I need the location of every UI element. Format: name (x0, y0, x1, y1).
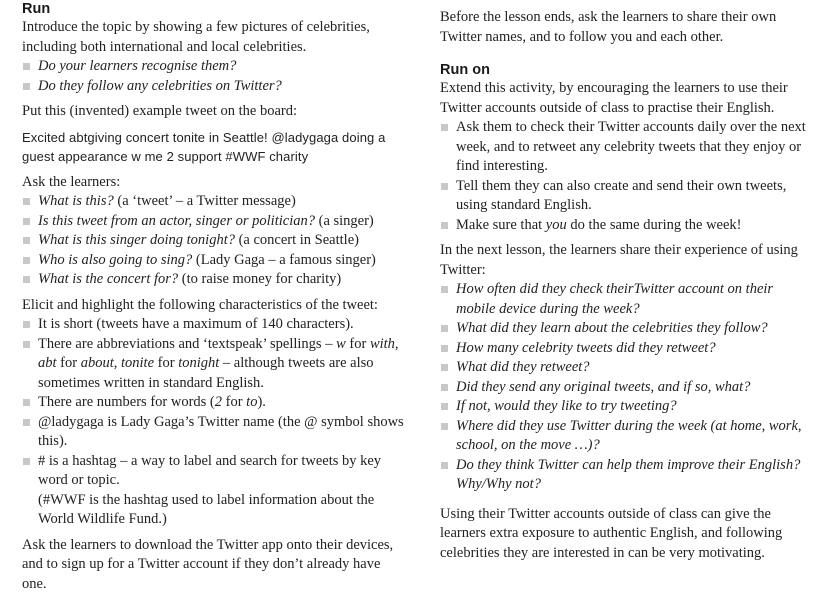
ask-intro: Ask the learners: (22, 173, 121, 190)
list-item: How many celebrity tweets did they retweet? (440, 339, 812, 359)
list-item: There are abbreviations and ‘textspeak’ spellings – w for with, abt for about, tonite for tonight – although tweets are also sometimes written in standard English. (22, 335, 404, 394)
extend-list (440, 118, 812, 235)
list-item: What is this? (a ‘tweet’ – a Twitter message) (22, 192, 404, 212)
list-item: Ask them to check their Twitter accounts daily over the next week, and to retweet any celebrity tweets that they enjoy or find interesting. (440, 118, 812, 177)
list-item: There are numbers for words (2 for to). (22, 393, 404, 413)
download-paragraph: Ask the learners to download the Twitter app onto their devices, and to sign up for a Twitter account if they don’t already have one. (22, 536, 394, 592)
list-item: Where did they use Twitter during the week (at home, work, school, on the move …)? (440, 417, 812, 456)
list-item: Did they send any original tweets, and if so, what? (440, 378, 812, 398)
list-item: Do your learners recognise them? (22, 57, 404, 77)
run-heading: Run (22, 1, 51, 17)
tweet-instruction: Put this (invented) example tweet on the board: (22, 103, 298, 119)
list-item: What is this singer doing tonight? (a concert in Seattle) (22, 231, 404, 251)
characteristics-list (22, 315, 404, 530)
closing-paragraph: Using their Twitter accounts outside of class can give the learners extra exposure to authentic English, and following celebrities they are interested in can be very motivating. (440, 505, 783, 561)
right-column (440, 8, 812, 563)
list-item: Make sure that you do the same during the week! (440, 216, 812, 236)
list-item: Do they think Twitter can help them improve their English? Why/Why not? (440, 456, 812, 495)
list-item: Tell them they can also create and send their own tweets, using standard English. (440, 177, 812, 216)
example-tweet: Excited abtgiving concert tonite in Seattle! @ladygaga doing a guest appearance w me 2 support #WWF charity (22, 129, 386, 164)
ask-question-list (22, 192, 404, 290)
left-column (22, 0, 404, 594)
experience-question-list (440, 280, 812, 495)
list-item: Do they follow any celebrities on Twitter? (22, 77, 404, 97)
next-lesson-paragraph: In the next lesson, the learners share their experience of using Twitter: (440, 242, 798, 278)
list-item: What did they retweet? (440, 358, 812, 378)
list-item: Is this tweet from an actor, singer or politician? (a singer) (22, 212, 404, 232)
run-on-heading: Run on (440, 62, 490, 78)
list-item: # is a hashtag – a way to label and search for tweets by key word or topic. (#WWF is the hashtag used to label information about the World Wildlife Fund.) (22, 452, 404, 530)
list-item: If not, would they like to try tweeting? (440, 397, 812, 417)
list-item: @ladygaga is Lady Gaga’s Twitter name (the @ symbol shows this). (22, 413, 404, 452)
list-item: What did they learn about the celebrities they follow? (440, 319, 812, 339)
list-item: How often did they check theirTwitter account on their mobile device during the week? (440, 280, 812, 319)
before-end-paragraph: Before the lesson ends, ask the learners to share their own Twitter names, and to follow you and each other. (440, 9, 777, 45)
intro-question-list (22, 57, 404, 96)
intro-paragraph: Introduce the topic by showing a few pictures of celebrities, including both international and local celebrities. (22, 19, 370, 55)
list-item: It is short (tweets have a maximum of 140 characters). (22, 315, 404, 335)
elicit-intro: Elicit and highlight the following characteristics of the tweet: (22, 296, 378, 313)
list-item: What is the concert for? (to raise money for charity) (22, 270, 404, 290)
extend-paragraph: Extend this activity, by encouraging the learners to use their Twitter accounts outside of class to practise their English. (440, 80, 788, 116)
list-item: Who is also going to sing? (Lady Gaga – a famous singer) (22, 251, 404, 271)
